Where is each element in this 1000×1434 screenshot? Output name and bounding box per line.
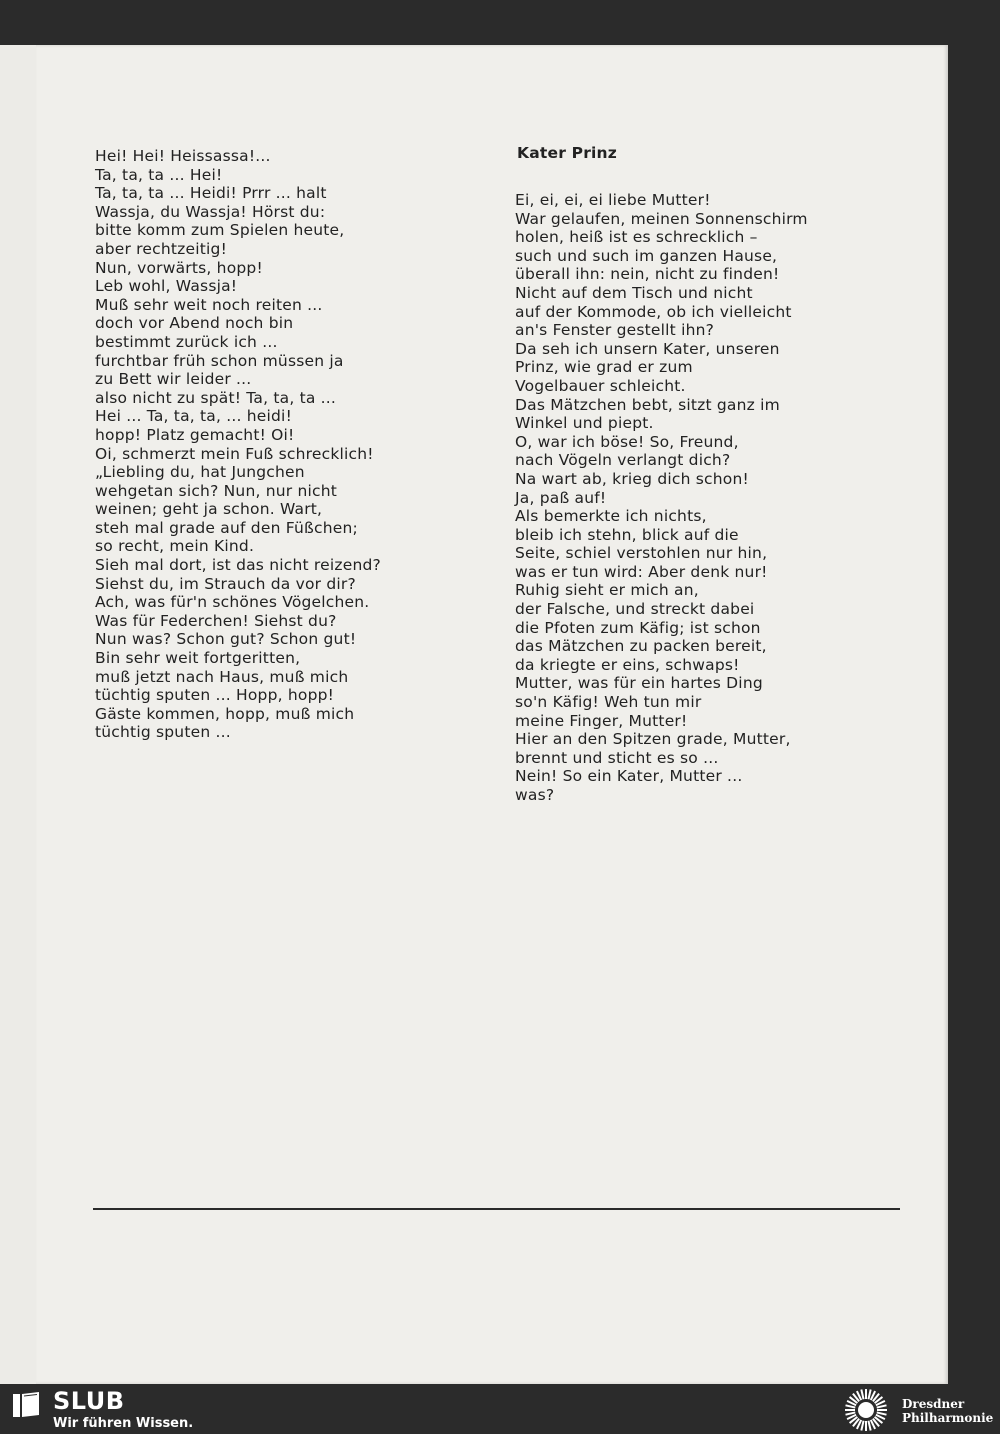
footer-bar — [0, 1384, 1000, 1434]
poem-line: tüchtig sputen ... — [95, 723, 231, 742]
poem-line: auf der Kommode, ob ich vielleicht — [515, 302, 792, 321]
poem-line: an's Fenster gestellt ihn? — [515, 321, 715, 340]
slub-tagline: Wir führen Wissen. — [53, 1416, 194, 1431]
poem-left-column — [95, 147, 381, 742]
poem-right-column — [515, 191, 808, 805]
slub-title[interactable]: SLUB — [53, 1387, 125, 1415]
poem-line: Mutter, was für ein hartes Ding — [515, 674, 763, 693]
poem-line: bitte komm zum Spielen heute, — [95, 221, 345, 240]
partner-name-line2: Philharmonie — [902, 1411, 994, 1425]
poem-line: Nun, vorwärts, hopp! — [95, 258, 263, 277]
poem-line: doch vor Abend noch bin — [95, 314, 294, 333]
poem-line: holen, heiß ist es schrecklich – — [515, 228, 758, 247]
poem-line: Ruhig sieht er mich an, — [515, 581, 699, 600]
poem-line: Oi, schmerzt mein Fuß schrecklich! — [95, 444, 374, 463]
poem-line: Hei! Hei! Heissassa!... — [95, 147, 271, 165]
poem-line: bleib ich stehn, blick auf die — [515, 525, 739, 544]
poem-line: brennt und sticht es so ... — [515, 748, 719, 767]
poem-line: Wassja, du Wassja! Hörst du: — [95, 202, 326, 221]
poem-line: Hei ... Ta, ta, ta, ... heidi! — [95, 407, 292, 426]
poem-line: Als bemerkte ich nichts, — [515, 507, 707, 526]
poem-line: Ta, ta, ta ... Heidi! Prrr ... halt — [95, 184, 327, 203]
poem-line: so'n Käfig! Weh tun mir — [515, 693, 702, 712]
poem-line: tüchtig sputen ... Hopp, hopp! — [95, 686, 335, 705]
poem-line: furchtbar früh schon müssen ja — [95, 351, 344, 370]
poem-line: also nicht zu spät! Ta, ta, ta ... — [95, 388, 337, 407]
poem-line: Na wart ab, krieg dich schon! — [515, 469, 749, 488]
poem-line: die Pfoten zum Käfig; ist schon — [515, 618, 761, 637]
poem-line: nach Vögeln verlangt dich? — [515, 451, 731, 470]
poem-line: wehgetan sich? Nun, nur nicht — [95, 481, 338, 500]
poem-line: zu Bett wir leider ... — [95, 370, 252, 389]
sunburst-icon — [843, 1387, 889, 1433]
poem-line: Muß sehr weit noch reiten ... — [95, 295, 323, 314]
poem-line: was? — [515, 786, 555, 804]
section-heading: Kater Prinz — [517, 144, 618, 162]
poem-line: Seite, schiel verstohlen nur hin, — [515, 544, 768, 563]
poem-line: Winkel und piept. — [515, 414, 654, 433]
poem-line: der Falsche, und streckt dabei — [515, 600, 755, 619]
poem-line: das Mätzchen zu packen bereit, — [515, 637, 767, 656]
poem-line: Gäste kommen, hopp, muß mich — [95, 704, 355, 723]
poem-line: Ach, was für'n schönes Vögelchen. — [95, 593, 370, 612]
poem-line: War gelaufen, meinen Sonnenschirm — [515, 209, 808, 228]
poem-line: Ja, paß auf! — [515, 488, 607, 507]
book-icon — [12, 1391, 42, 1419]
poem-line: O, war ich böse! So, Freund, — [515, 432, 739, 451]
poem-line: so recht, mein Kind. — [95, 537, 255, 556]
poem-line: Nicht auf dem Tisch und nicht — [515, 283, 753, 302]
poem-line: Da seh ich unsern Kater, unseren — [515, 339, 780, 358]
poem-line: Ei, ei, ei, ei liebe Mutter! — [515, 191, 711, 209]
poem-line: Siehst du, im Strauch da vor dir? — [95, 574, 356, 593]
poem-line: steh mal grade auf den Füßchen; — [95, 518, 358, 537]
poem-line: meine Finger, Mutter! — [515, 711, 688, 730]
poem-line: überall ihn: nein, nicht zu finden! — [515, 265, 780, 284]
poem-line: Nun was? Schon gut? Schon gut! — [95, 630, 357, 649]
partner-name[interactable] — [902, 1397, 993, 1425]
poem-line: weinen; geht ja schon. Wart, — [95, 500, 323, 519]
poem-line: hopp! Platz gemacht! Oi! — [95, 425, 295, 444]
horizontal-rule — [93, 1208, 900, 1210]
poem-line: Hier an den Spitzen grade, Mutter, — [515, 730, 791, 749]
poem-line: Ta, ta, ta ... Hei! — [95, 165, 223, 184]
poem-line: „Liebling du, hat Jungchen — [95, 463, 305, 482]
poem-line: Bin sehr weit fortgeritten, — [95, 649, 301, 668]
poem-line: da kriegte er eins, schwaps! — [515, 655, 740, 674]
poem-line: Vogelbauer schleicht. — [515, 376, 686, 395]
poem-line: was er tun wird: Aber denk nur! — [515, 562, 768, 581]
poem-line: Nein! So ein Kater, Mutter ... — [515, 767, 743, 786]
poem-line: Was für Federchen! Siehst du? — [95, 611, 337, 630]
poem-line: bestimmt zurück ich ... — [95, 332, 278, 351]
poem-line: such und such im ganzen Hause, — [515, 246, 778, 265]
poem-line: muß jetzt nach Haus, muß mich — [95, 667, 349, 686]
poem-line: aber rechtzeitig! — [95, 239, 227, 258]
poem-line: Das Mätzchen bebt, sitzt ganz im — [515, 395, 780, 414]
partner-name-line1: Dresdner — [902, 1397, 965, 1411]
poem-line: Sieh mal dort, ist das nicht reizend? — [95, 556, 381, 575]
poem-line: Leb wohl, Wassja! — [95, 277, 238, 296]
facing-page-edge — [0, 45, 36, 1384]
poem-line: Prinz, wie grad er zum — [515, 358, 693, 377]
